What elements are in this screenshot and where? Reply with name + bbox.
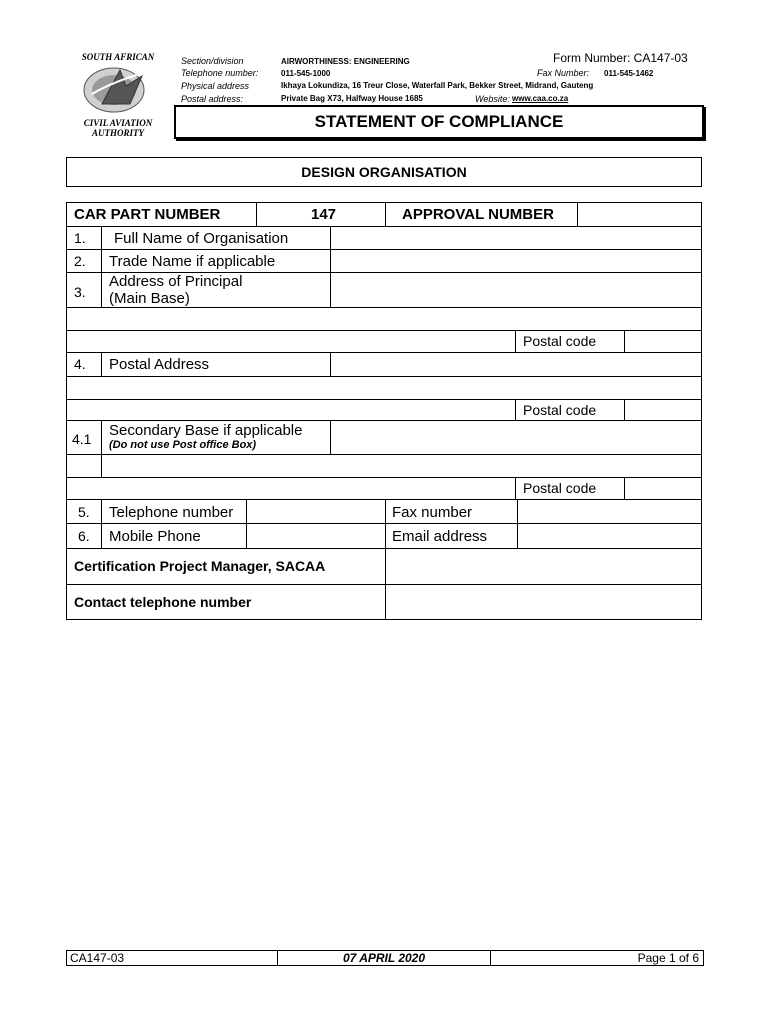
document-title: STATEMENT OF COMPLIANCE (174, 105, 704, 139)
principal-address-field[interactable] (331, 273, 701, 307)
row-41-number: 4.1 (72, 431, 92, 447)
car-part-value: 147 (311, 206, 337, 223)
approval-number-field[interactable] (578, 203, 701, 225)
trade-name-field[interactable] (331, 250, 701, 272)
footer-date (277, 950, 491, 966)
form-number: Form Number: CA147-03 (553, 51, 688, 65)
fax-number-label: Fax Number: (537, 68, 590, 78)
telephone-number-field[interactable] (247, 500, 385, 523)
row-4-number: 4. (74, 356, 86, 372)
section-title: DESIGN ORGANISATION (66, 157, 702, 187)
contact-telephone-label: Contact telephone number (74, 594, 252, 610)
physical-address-value: Ikhaya Lokundiza, 16 Treur Close, Waterfall Park, Bekker Street, Midrand, Gauteng (281, 81, 594, 90)
website-label: Website: (475, 94, 510, 104)
row-6-number: 6. (78, 528, 90, 544)
fax-number-field[interactable] (518, 500, 701, 523)
postal-address-label: Postal address: (181, 94, 244, 104)
row-2-number: 2. (74, 253, 86, 269)
postal-address-value: Private Bag X73, Halfway House 1685 (281, 94, 423, 103)
secondary-base-line2-field[interactable] (102, 455, 701, 477)
row-1-number: 1. (74, 230, 86, 246)
contact-telephone-field[interactable] (386, 585, 701, 619)
row-5-number: 5. (78, 504, 90, 520)
postal-address-field[interactable] (331, 353, 701, 376)
postal-code-label-3: Postal code (523, 480, 597, 496)
full-name-label: Full Name of Organisation (114, 230, 289, 247)
postal-code-field-2[interactable] (625, 400, 701, 420)
mobile-phone-label: Mobile Phone (109, 528, 201, 545)
principal-address-label-line1: Address of Principal (109, 273, 243, 290)
logo-bottom-line2: AUTHORITY (91, 128, 144, 138)
section-label: Section/division (181, 56, 244, 66)
mobile-phone-field[interactable] (247, 524, 385, 548)
footer-form-code (66, 950, 278, 966)
telephone-label: Telephone number: (181, 68, 259, 78)
cpm-field[interactable] (386, 549, 701, 584)
postal-code-field-1[interactable] (625, 331, 701, 352)
footer-page-number (490, 950, 704, 966)
logo-top-text: SOUTH AFRICAN (81, 52, 155, 62)
secondary-base-label: Secondary Base if applicable (109, 422, 303, 439)
approval-number-label: APPROVAL NUMBER (402, 206, 554, 223)
telephone-number-label: Telephone number (109, 504, 234, 521)
row-3-number: 3. (74, 284, 86, 300)
postal-code-field-3[interactable] (625, 478, 701, 499)
footer-form-code-text: CA147-03 (70, 951, 125, 965)
telephone-value: 011-545-1000 (281, 69, 331, 78)
postal-address-label: Postal Address (109, 356, 210, 373)
postal-address-line2-field[interactable] (67, 377, 701, 399)
secondary-base-note: (Do not use Post office Box) (109, 439, 257, 451)
trade-name-label: Trade Name if applicable (109, 253, 276, 270)
email-address-field[interactable] (518, 524, 701, 548)
email-address-label: Email address (392, 528, 488, 545)
logo-bottom-line1: CIVIL AVIATION (83, 118, 153, 128)
fax-number-value: 011-545-1462 (604, 69, 654, 78)
principal-address-label-line2: (Main Base) (109, 290, 190, 307)
fax-number-form-label: Fax number (392, 504, 473, 521)
secondary-base-field[interactable] (331, 421, 701, 454)
postal-code-label-1: Postal code (523, 333, 597, 349)
footer-date-text: 07 APRIL 2020 (342, 951, 426, 965)
full-name-field[interactable] (331, 227, 701, 249)
principal-address-line2-field[interactable] (67, 308, 701, 330)
car-part-label: CAR PART NUMBER (74, 206, 221, 223)
postal-code-label-2: Postal code (523, 402, 597, 418)
cpm-label: Certification Project Manager, SACAA (74, 558, 326, 574)
physical-address-label: Physical address (181, 81, 250, 91)
section-value: AIRWORTHINESS: ENGINEERING (281, 57, 410, 66)
website-link[interactable]: www.caa.co.za (512, 94, 569, 103)
caa-logo-emblem (82, 64, 152, 118)
footer-page-number-text: Page 1 of 6 (637, 951, 699, 965)
logo-bottom-text (76, 118, 160, 138)
